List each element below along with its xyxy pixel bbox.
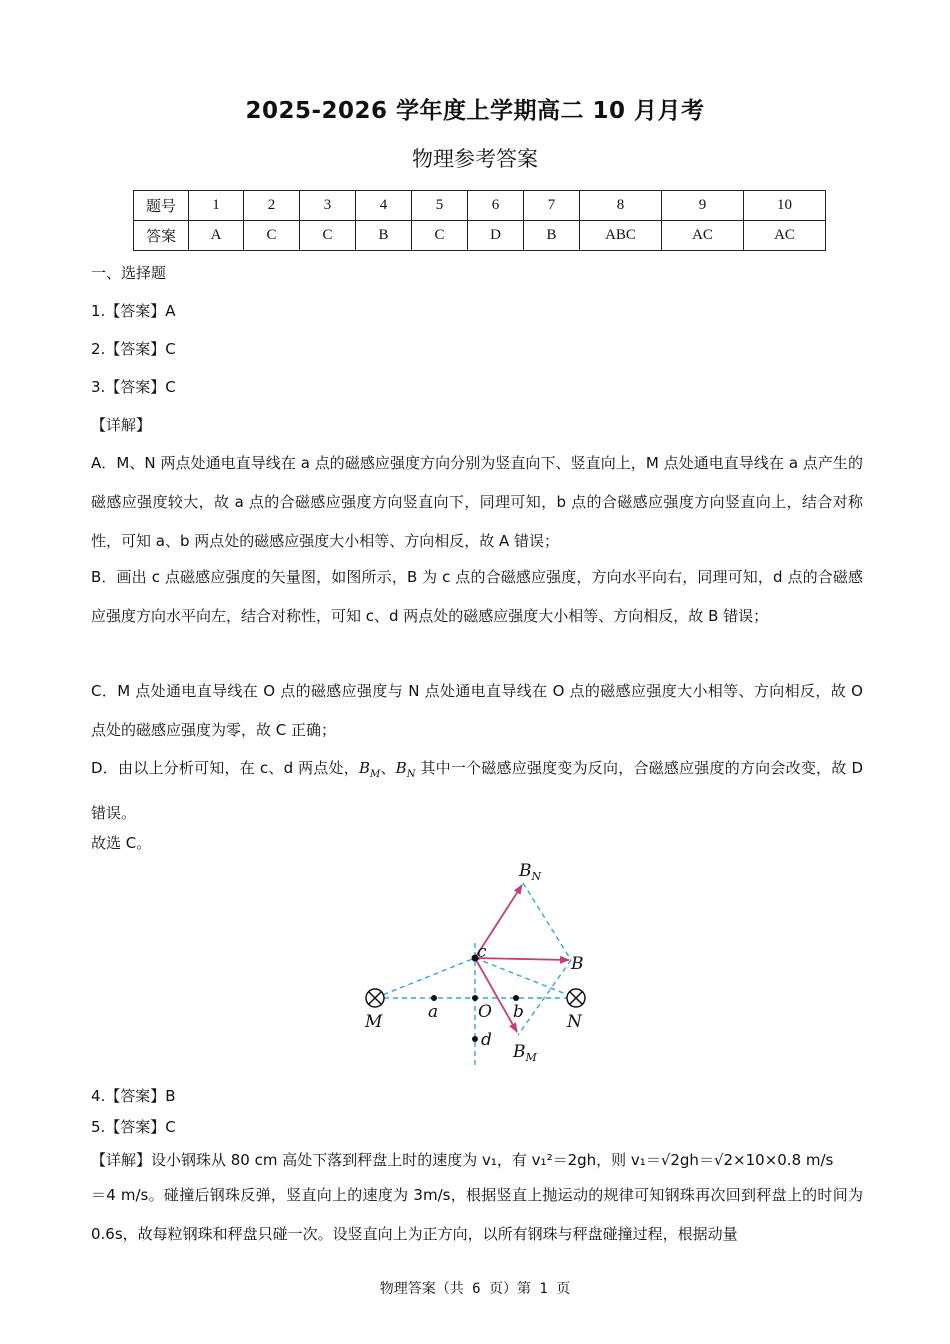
label-c: c	[477, 942, 487, 962]
table-cell: 5	[412, 191, 468, 221]
answer-table	[133, 190, 826, 251]
label-b-point: b	[513, 1002, 524, 1022]
vector-b-arrow	[475, 958, 569, 960]
table-cell: C	[300, 221, 356, 251]
page-title: 2025-2026 学年度上学期高二 10 月月考	[245, 98, 705, 124]
table-cell: 3	[300, 191, 356, 221]
q3-option-d	[91, 749, 863, 833]
point-b	[513, 995, 519, 1001]
label-bm: $B_M$	[513, 1042, 537, 1064]
answer-q2: 2.【答案】C	[91, 340, 176, 358]
page-subtitle: 物理参考答案	[412, 147, 538, 171]
point-a	[431, 995, 437, 1001]
table-cell: AC	[744, 221, 826, 251]
q5-detail-line1: 【详解】设小钢珠从 80 cm 高处下落到秤盘上时的速度为 v₁，有 v₁²＝2gh，则 v₁＝√2gh＝√2×10×0.8 m/s	[91, 1151, 834, 1169]
table-cell: 8	[580, 191, 662, 221]
table-cell: 1	[189, 191, 244, 221]
dashed-line-b-bm	[518, 960, 571, 1035]
q5-detail-line2: ＝4 m/s。碰撞后钢珠反弹，竖直向上的速度为 3m/s，根据竖直上抛运动的规律可知钢珠再次回到秤盘上的时间为 0.6s，故每粒钢珠和秤盘只碰一次。设竖直向上为正方向，以所有钢珠与秤盘碰撞过程，根据动量	[91, 1186, 863, 1243]
answer-q3: 3.【答案】C	[91, 378, 176, 396]
wire-n-icon	[567, 989, 585, 1007]
bm-subscript: M	[369, 769, 381, 780]
table-cell: 9	[662, 191, 744, 221]
table-row-numbers	[134, 191, 826, 221]
q3-option-d-text-b: 其中一个磁感应强度变为反向，合磁感应强度的方向会改变，故 D 错误。	[91, 759, 863, 822]
bm-symbol: B	[358, 759, 370, 777]
row-header-answer: 答案	[134, 221, 189, 251]
table-cell: AC	[662, 221, 744, 251]
dashed-line-bn-b	[523, 883, 571, 960]
table-cell: B	[524, 221, 580, 251]
table-cell: 2	[244, 191, 300, 221]
table-cell: B	[356, 221, 412, 251]
label-bn: $B_N$	[519, 861, 542, 883]
label-o: O	[478, 1002, 492, 1022]
bn-symbol: B	[395, 759, 407, 777]
table-cell: ABC	[580, 221, 662, 251]
detail-label: 【详解】	[91, 416, 152, 434]
table-cell: D	[468, 221, 524, 251]
answer-q1: 1.【答案】A	[91, 302, 176, 320]
answer-q5: 5.【答案】C	[91, 1118, 176, 1136]
table-row-answers	[134, 221, 826, 251]
label-b-vector: B	[571, 954, 584, 974]
table-cell: C	[412, 221, 468, 251]
magnetic-field-vector-diagram	[355, 855, 625, 1070]
q3-option-c: C．M 点处通电直导线在 O 点的磁感应强度与 N 点处通电直导线在 O 点的磁感应强度大小相等、方向相反，故 O 点处的磁感应强度为零，故 C 正确；	[91, 682, 863, 739]
label-m: M	[365, 1012, 383, 1032]
label-d: d	[481, 1030, 492, 1050]
page-footer: 物理答案（共 6 页）第 1 页	[379, 1281, 571, 1297]
point-o	[472, 995, 478, 1001]
q3-option-a: A．M、N 两点处通电直导线在 a 点的磁感应强度方向分别为竖直向下、竖直向上，M 点处通电直导线在 a 点产生的磁感应强度较大，故 a 点的合磁感应强度方向竖直向下，同理可知，b 点的合磁感应强度方向竖直向上，结合对称性，可知 a、b 两点处的磁感应强度大小相等、方向相反，故 A 错误；	[91, 454, 863, 550]
dashed-line-cn	[475, 958, 576, 998]
label-n: N	[567, 1012, 582, 1032]
q3-option-b: B．画出 c 点磁感应强度的矢量图，如图所示，B 为 c 点的合磁感应强度，方向水平向右，同理可知，d 点的合磁感应强度方向水平向左，结合对称性，可知 c、d 两点处的磁感应强度大小相等、方向相反，故 B 错误；	[91, 568, 863, 625]
bn-subscript: N	[406, 769, 416, 780]
q3-conclusion: 故选 C。	[91, 834, 152, 852]
label-a: a	[428, 1002, 439, 1022]
section-heading: 一、选择题	[91, 264, 167, 282]
table-cell: 7	[524, 191, 580, 221]
table-cell: 10	[744, 191, 826, 221]
row-header-number: 题号	[134, 191, 189, 221]
dashed-line-mc	[375, 958, 475, 998]
separator: 、	[380, 759, 396, 777]
table-cell: 6	[468, 191, 524, 221]
q3-option-d-text-a: D．由以上分析可知，在 c、d 两点处，	[91, 759, 359, 777]
table-cell: 4	[356, 191, 412, 221]
answer-q4: 4.【答案】B	[91, 1087, 176, 1105]
table-cell: A	[189, 221, 244, 251]
wire-m-icon	[366, 989, 384, 1007]
table-cell: C	[244, 221, 300, 251]
point-d	[472, 1036, 478, 1042]
